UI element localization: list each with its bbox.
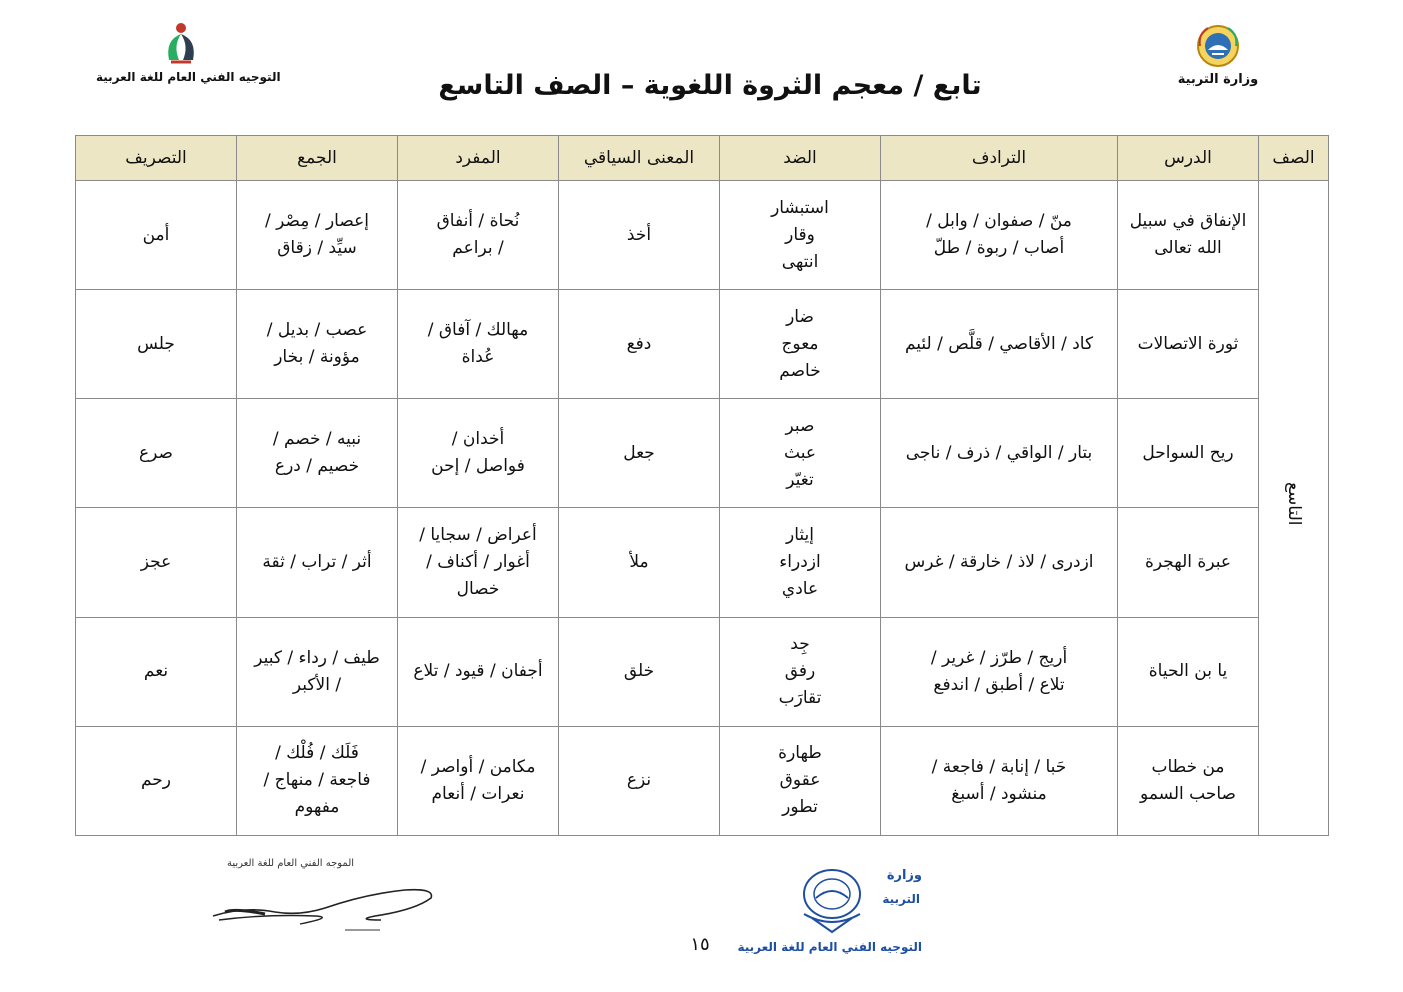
synonyms-cell: ازدرى / لاذ / خارقة / غرس (881, 508, 1118, 617)
vocabulary-table (75, 135, 1329, 836)
context-cell: أخذ (559, 181, 720, 290)
conjugation-cell: نعم (76, 617, 237, 726)
context-cell: جعل (559, 399, 720, 508)
table-header-row (76, 136, 1329, 181)
lesson-cell: الإنفاق في سبيل الله تعالى (1118, 181, 1259, 290)
plural-cell: طيف / رداء / كبير / الأكبر (237, 617, 398, 726)
col-header-singular: المفرد (398, 136, 559, 181)
col-header-lesson: الدرس (1118, 136, 1259, 181)
conjugation-cell: صرع (76, 399, 237, 508)
singular-cell: نُحاة / أنفاق / براعم (398, 181, 559, 290)
singular-cell: أخدان / فواصل / إحن (398, 399, 559, 508)
ministry-label: وزارة التربية (1177, 72, 1259, 87)
antonyms-cell: صبر عبث تغيّر (720, 399, 881, 508)
synonyms-cell: أريج / طرّز / غرير / تلاع / أطبق / اندفع (881, 617, 1118, 726)
lesson-cell: ثورة الاتصالات (1118, 290, 1259, 399)
table-row (76, 181, 1329, 290)
singular-cell: أجفان / قيود / تلاع (398, 617, 559, 726)
seal-education-word: التربية (882, 892, 920, 906)
table-row (76, 399, 1329, 508)
plural-cell: أثر / تراب / ثقة (237, 508, 398, 617)
synonyms-cell: حَبا / إنابة / فاجعة / منشود / أسبغ (881, 726, 1118, 835)
conjugation-cell: رحم (76, 726, 237, 835)
ministry-emblem-icon (1196, 24, 1240, 68)
seal-caption: التوجيه الفني العام للغة العربية (737, 940, 922, 954)
singular-cell: مهالك / آفاق / عُداة (398, 290, 559, 399)
synonyms-cell: بتار / الواقي / ذرف / ناجى (881, 399, 1118, 508)
seal-ministry-word: وزارة (886, 868, 922, 883)
antonyms-cell: ضار معوج خاصم (720, 290, 881, 399)
synonyms-cell: منّ / صفوان / وابل / أصاب / ربوة / طلّ (881, 181, 1118, 290)
guidance-header (96, 20, 281, 84)
context-cell: خلق (559, 617, 720, 726)
signature-block (205, 858, 440, 938)
table-row (76, 508, 1329, 617)
plural-cell: عصب / بديل / مؤونة / بخار (237, 290, 398, 399)
col-header-context: المعنى السياقي (559, 136, 720, 181)
conjugation-cell: عجز (76, 508, 237, 617)
col-header-synonyms: الترادف (881, 136, 1118, 181)
guidance-logo-icon (161, 20, 201, 68)
page-number: ١٥ (690, 934, 710, 955)
signature-heading: الموجه الفني العام للغة العربية (227, 858, 355, 869)
lesson-cell: ريح السواحل (1118, 399, 1259, 508)
plural-cell: إعصار / مِصْر / سيِّد / زقاق (237, 181, 398, 290)
lesson-cell: من خطاب صاحب السمو (1118, 726, 1259, 835)
ministry-header (1173, 24, 1263, 87)
col-header-antonyms: الضد (720, 136, 881, 181)
table-row (76, 726, 1329, 835)
col-header-grade: الصف (1259, 136, 1329, 181)
grade-cell (1259, 181, 1329, 836)
context-cell: نزع (559, 726, 720, 835)
lesson-cell: يا بن الحياة (1118, 617, 1259, 726)
col-header-plural: الجمع (237, 136, 398, 181)
signature-scribble-icon (205, 858, 440, 938)
singular-cell: أعراض / سجايا / أغوار / أكناف / خصال (398, 508, 559, 617)
context-cell: ملأ (559, 508, 720, 617)
page-title: تابع / معجم الثروة اللغوية – الصف التاسع (438, 70, 982, 101)
antonyms-cell: جِد رفق تقارَب (720, 617, 881, 726)
ministry-seal (737, 858, 922, 970)
grade-label: التاسع (1284, 481, 1304, 526)
singular-cell: مكامن / أواصر / نعرات / أنعام (398, 726, 559, 835)
table-row (76, 290, 1329, 399)
synonyms-cell: كاد / الأقاصي / قلَّص / لئيم (881, 290, 1118, 399)
col-header-conjugation: التصريف (76, 136, 237, 181)
plural-cell: فَلَك / فُلْك / فاجعة / منهاج / مفهوم (237, 726, 398, 835)
conjugation-cell: أمن (76, 181, 237, 290)
antonyms-cell: إيثار ازدراء عادي (720, 508, 881, 617)
context-cell: دفع (559, 290, 720, 399)
plural-cell: نبيه / خصم / خصيم / درع (237, 399, 398, 508)
conjugation-cell: جلس (76, 290, 237, 399)
antonyms-cell: استبشار وقار انتهى (720, 181, 881, 290)
guidance-label: التوجيه الفني العام للغة العربية (96, 70, 281, 84)
table-row (76, 617, 1329, 726)
antonyms-cell: طهارة عقوق تطور (720, 726, 881, 835)
lesson-cell: عبرة الهجرة (1118, 508, 1259, 617)
